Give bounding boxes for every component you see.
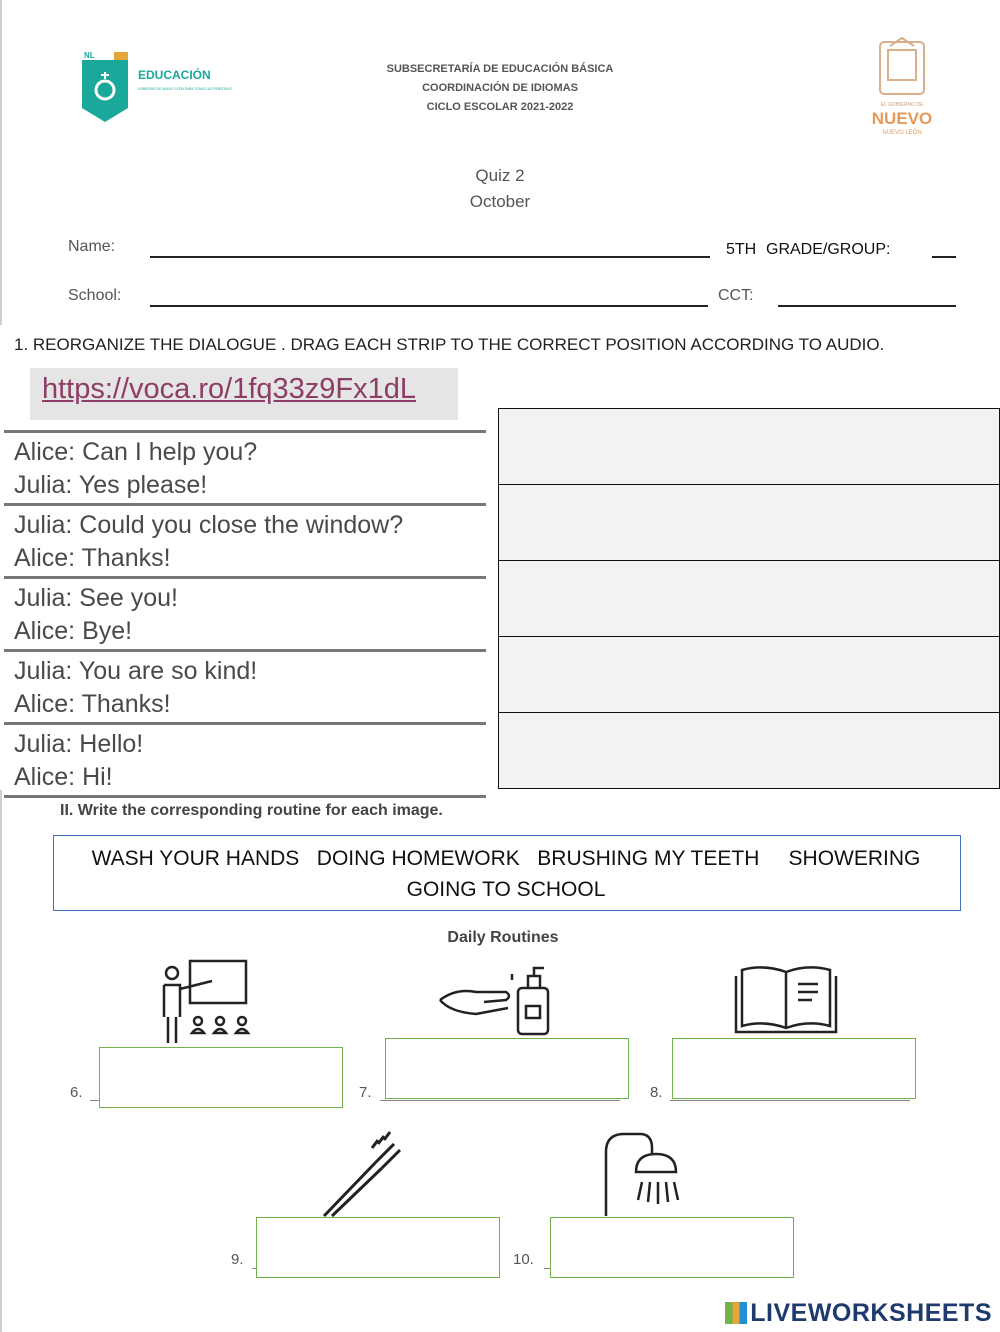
word-bank-line-2: GOING TO SCHOOL [406,878,606,901]
strip-line: Alice: Thanks! [14,690,171,718]
liveworksheets-text: LIVEWORKSHEETS [750,1299,992,1327]
drop-zone-5[interactable] [499,713,999,788]
drop-zone-column [498,408,1000,789]
answer-underline [670,1100,910,1101]
quiz-title: Quiz 2 [475,166,525,185]
logo-tagline: GOBIERNO DE NUEVO LEÓN PARA TODAS LAS PERSONAS [138,87,232,91]
grade-group-line[interactable] [932,256,956,258]
toothbrush-icon [318,1128,408,1225]
logo-right-small: EL GOBIERNO DE [880,102,924,108]
liveworksheets-mark-icon [725,1302,747,1324]
nl-education-logo [80,52,230,126]
dialogue-strip[interactable] [4,722,486,798]
header-text [330,60,670,117]
item-number-10: 10. [513,1251,534,1268]
item-number-7: 7. [359,1084,372,1101]
school-label: School: [68,287,122,304]
strip-line: Alice: Thanks! [14,544,171,572]
strip-line: Alice: Hi! [14,763,113,791]
strip-line: Julia: You are so kind! [14,657,258,685]
page-edge-line [0,0,2,325]
section2-instruction: II. Write the corresponding routine for each image. [60,802,443,819]
logo-title: EDUCACIÓN [138,68,211,82]
answer-field-6[interactable] [99,1047,343,1108]
cct-label: CCT: [718,287,754,304]
logo-right-sub: NUEVO LEÓN [882,130,922,136]
grade-group-label: GRADE/GROUP: [766,241,891,258]
answer-underline [380,1100,620,1101]
header-line-3: CICLO ESCOLAR 2021-2022 [426,101,574,113]
nuevo-leon-government-logo [860,36,944,140]
item-number-8: 8. [650,1084,663,1101]
drop-zone-4[interactable] [499,637,999,713]
word-bank [53,843,959,905]
item-number-9: 9. [231,1251,244,1268]
strip-line: Julia: Could you close the window? [14,511,404,539]
hand-washing-icon [436,962,556,1043]
drop-zone-2[interactable] [499,485,999,561]
drop-zone-3[interactable] [499,561,999,637]
quiz-title-block [400,163,600,215]
dialogue-strip[interactable] [4,649,486,722]
strip-line: Julia: Yes please! [14,471,208,499]
grade-prefix: 5TH [726,241,757,258]
strip-line: Alice: Bye! [14,617,133,645]
header-line-1: SUBSECRETARÍA DE EDUCACIÓN BÁSICA [386,63,614,75]
answer-field-10[interactable] [550,1217,794,1278]
dialogue-strips [4,430,486,798]
cct-line[interactable] [778,305,956,307]
audio-link[interactable]: https://voca.ro/1fq33z9Fx1dL [42,373,416,405]
dialogue-strip[interactable] [4,503,486,576]
word-bank-line-1: WASH YOUR HANDS DOING HOMEWORK BRUSHING MY TEETH SHOWERING [91,847,921,870]
drop-zone-1[interactable] [499,409,999,485]
item-number-6: 6. [70,1084,83,1101]
teacher-classroom-icon [150,955,265,1050]
page-edge-line [0,790,2,1332]
name-line[interactable] [150,256,710,258]
liveworksheets-logo [725,1299,992,1328]
name-label: Name: [68,238,116,255]
answer-field-7[interactable] [385,1038,629,1099]
daily-routines-title: Daily Routines [447,929,559,946]
logo-right-big: NUEVO [871,109,933,128]
strip-line: Alice: Can I help you? [14,438,258,466]
strip-line: Julia: Hello! [14,730,144,758]
shower-icon [600,1128,684,1223]
header-line-2: COORDINACIÓN DE IDIOMAS [422,82,578,94]
dialogue-strip[interactable] [4,430,486,503]
logo-brand: NL [84,51,95,60]
quiz-month: October [469,192,531,211]
school-line[interactable] [150,305,708,307]
section1-instruction: 1. REORGANIZE THE DIALOGUE . DRAG EACH STRIP TO THE CORRECT POSITION ACCORDING TO AUDIO. [14,335,885,354]
answer-field-9[interactable] [256,1217,500,1278]
dialogue-strip[interactable] [4,576,486,649]
strip-line: Julia: See you! [14,584,178,612]
open-book-icon [734,962,838,1039]
answer-field-8[interactable] [672,1038,916,1099]
